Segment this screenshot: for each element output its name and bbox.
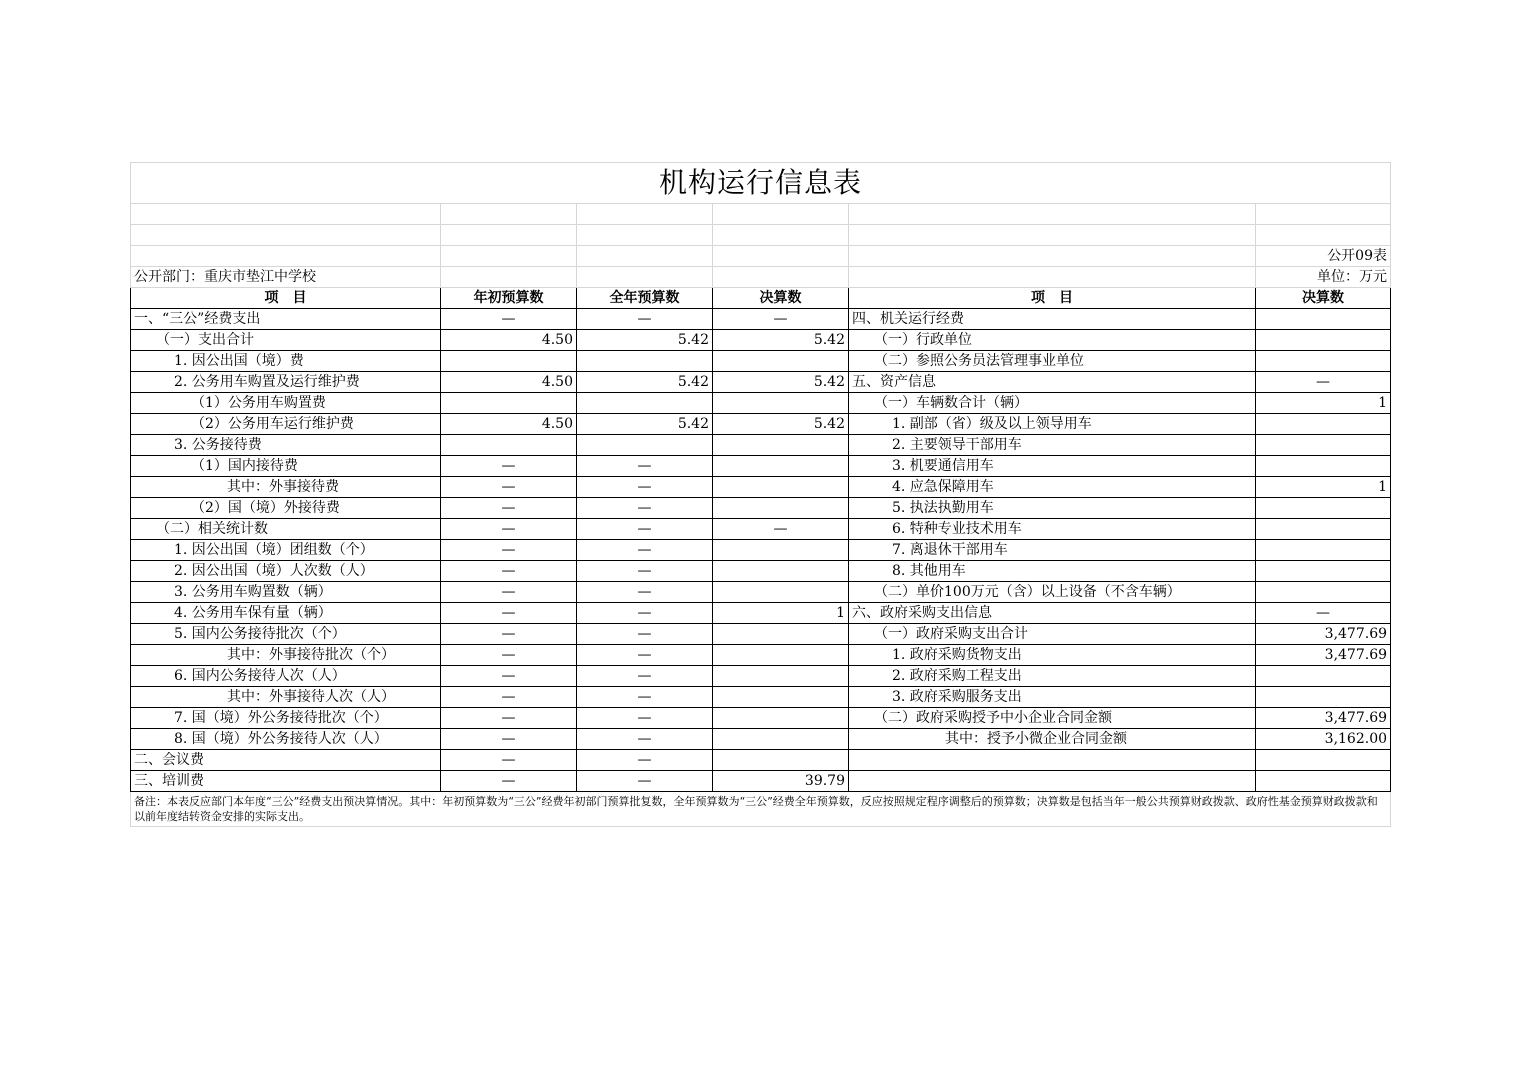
final-cell: — bbox=[713, 309, 849, 330]
table-row bbox=[131, 393, 1391, 414]
left-item-label: 6. 国内公务接待人次（人） bbox=[131, 666, 441, 687]
header-row bbox=[131, 288, 1391, 309]
initial-budget-cell: — bbox=[441, 456, 577, 477]
final-cell bbox=[713, 456, 849, 477]
table-row bbox=[131, 519, 1391, 540]
initial-budget-cell: — bbox=[441, 582, 577, 603]
full-budget-cell: — bbox=[577, 666, 713, 687]
right-final-cell bbox=[1256, 309, 1391, 330]
table-number: 公开09表 bbox=[1256, 246, 1391, 267]
right-item-label: （一）车辆数合计（辆） bbox=[849, 393, 1256, 414]
final-cell bbox=[713, 687, 849, 708]
table-row bbox=[131, 330, 1391, 351]
left-item-label: 其中：外事接待批次（个） bbox=[131, 645, 441, 666]
right-final-cell: 3,162.00 bbox=[1256, 729, 1391, 750]
table-row bbox=[131, 750, 1391, 771]
initial-budget-cell: — bbox=[441, 519, 577, 540]
full-budget-cell: — bbox=[577, 456, 713, 477]
header-initial-budget: 年初预算数 bbox=[441, 288, 577, 309]
right-item-label: 2. 政府采购工程支出 bbox=[849, 666, 1256, 687]
table-row bbox=[131, 309, 1391, 330]
final-cell bbox=[713, 540, 849, 561]
right-final-cell bbox=[1256, 666, 1391, 687]
full-budget-cell: — bbox=[577, 477, 713, 498]
full-budget-cell bbox=[577, 435, 713, 456]
initial-budget-cell bbox=[441, 351, 577, 372]
table-row bbox=[131, 729, 1391, 750]
right-item-label: （二）政府采购授予中小企业合同金额 bbox=[849, 708, 1256, 729]
right-item-label: （一）政府采购支出合计 bbox=[849, 624, 1256, 645]
table-row bbox=[131, 498, 1391, 519]
initial-budget-cell: — bbox=[441, 645, 577, 666]
left-item-label: 其中：外事接待费 bbox=[131, 477, 441, 498]
right-final-cell bbox=[1256, 456, 1391, 477]
left-item-label: 2. 公务用车购置及运行维护费 bbox=[131, 372, 441, 393]
left-item-label: 一、“三公”经费支出 bbox=[131, 309, 441, 330]
initial-budget-cell: 4.50 bbox=[441, 372, 577, 393]
right-final-cell bbox=[1256, 561, 1391, 582]
full-budget-cell: — bbox=[577, 624, 713, 645]
initial-budget-cell: — bbox=[441, 666, 577, 687]
left-item-label: （一）支出合计 bbox=[131, 330, 441, 351]
right-final-cell bbox=[1256, 750, 1391, 771]
table-row bbox=[131, 477, 1391, 498]
left-item-label: 7. 国（境）外公务接待批次（个） bbox=[131, 708, 441, 729]
table-row bbox=[131, 372, 1391, 393]
left-item-label: （2）国（境）外接待费 bbox=[131, 498, 441, 519]
final-cell: 1 bbox=[713, 603, 849, 624]
final-cell bbox=[713, 498, 849, 519]
right-final-cell: 1 bbox=[1256, 393, 1391, 414]
budget-sheet bbox=[130, 162, 1390, 827]
right-item-label: 3. 政府采购服务支出 bbox=[849, 687, 1256, 708]
left-item-label: 4. 公务用车保有量（辆） bbox=[131, 603, 441, 624]
table-row bbox=[131, 624, 1391, 645]
table-row bbox=[131, 603, 1391, 624]
right-final-cell bbox=[1256, 414, 1391, 435]
final-cell bbox=[713, 750, 849, 771]
right-item-label: 5. 执法执勤用车 bbox=[849, 498, 1256, 519]
right-item-label: 1. 政府采购货物支出 bbox=[849, 645, 1256, 666]
final-cell bbox=[713, 645, 849, 666]
initial-budget-cell: — bbox=[441, 498, 577, 519]
initial-budget-cell: — bbox=[441, 750, 577, 771]
institution-operation-table bbox=[130, 162, 1391, 827]
table-row bbox=[131, 708, 1391, 729]
table-row bbox=[131, 540, 1391, 561]
final-cell bbox=[713, 561, 849, 582]
left-item-label: 二、会议费 bbox=[131, 750, 441, 771]
right-final-cell: — bbox=[1256, 603, 1391, 624]
initial-budget-cell: 4.50 bbox=[441, 414, 577, 435]
initial-budget-cell: — bbox=[441, 624, 577, 645]
initial-budget-cell: — bbox=[441, 540, 577, 561]
initial-budget-cell bbox=[441, 435, 577, 456]
initial-budget-cell: — bbox=[441, 309, 577, 330]
final-cell bbox=[713, 708, 849, 729]
full-budget-cell: — bbox=[577, 309, 713, 330]
right-item-label: 4. 应急保障用车 bbox=[849, 477, 1256, 498]
final-cell bbox=[713, 666, 849, 687]
right-final-cell bbox=[1256, 351, 1391, 372]
full-budget-cell: — bbox=[577, 645, 713, 666]
right-item-label: 7. 离退休干部用车 bbox=[849, 540, 1256, 561]
left-item-label: 1. 因公出国（境）团组数（个） bbox=[131, 540, 441, 561]
right-item-label: 8. 其他用车 bbox=[849, 561, 1256, 582]
table-row bbox=[131, 435, 1391, 456]
left-item-label: 其中：外事接待人次（人） bbox=[131, 687, 441, 708]
right-item-label: 2. 主要领导干部用车 bbox=[849, 435, 1256, 456]
initial-budget-cell: — bbox=[441, 729, 577, 750]
final-cell bbox=[713, 351, 849, 372]
blank-row bbox=[131, 225, 1391, 246]
right-item-label bbox=[849, 771, 1256, 792]
final-cell bbox=[713, 477, 849, 498]
left-item-label: （1）公务用车购置费 bbox=[131, 393, 441, 414]
left-item-label: 8. 国（境）外公务接待人次（人） bbox=[131, 729, 441, 750]
initial-budget-cell bbox=[441, 393, 577, 414]
department-label: 公开部门：重庆市垫江中学校 bbox=[131, 267, 441, 288]
initial-budget-cell: — bbox=[441, 708, 577, 729]
initial-budget-cell: — bbox=[441, 687, 577, 708]
right-final-cell bbox=[1256, 330, 1391, 351]
initial-budget-cell: — bbox=[441, 477, 577, 498]
right-final-cell bbox=[1256, 582, 1391, 603]
right-final-cell: 3,477.69 bbox=[1256, 708, 1391, 729]
table-row bbox=[131, 351, 1391, 372]
initial-budget-cell: — bbox=[441, 561, 577, 582]
final-cell bbox=[713, 393, 849, 414]
right-final-cell bbox=[1256, 435, 1391, 456]
sheet-title: 机构运行信息表 bbox=[131, 163, 1391, 204]
right-item-label: 四、机关运行经费 bbox=[849, 309, 1256, 330]
header-final-right: 决算数 bbox=[1256, 288, 1391, 309]
right-item-label: （二）参照公务员法管理事业单位 bbox=[849, 351, 1256, 372]
blank-row bbox=[131, 204, 1391, 225]
right-item-label: 五、资产信息 bbox=[849, 372, 1256, 393]
right-final-cell: — bbox=[1256, 372, 1391, 393]
right-item-label: 六、政府采购支出信息 bbox=[849, 603, 1256, 624]
full-budget-cell: 5.42 bbox=[577, 330, 713, 351]
final-cell: — bbox=[713, 519, 849, 540]
right-final-cell: 3,477.69 bbox=[1256, 624, 1391, 645]
right-final-cell: 3,477.69 bbox=[1256, 645, 1391, 666]
full-budget-cell: — bbox=[577, 771, 713, 792]
right-final-cell: 1 bbox=[1256, 477, 1391, 498]
full-budget-cell: — bbox=[577, 729, 713, 750]
right-item-label: （一）行政单位 bbox=[849, 330, 1256, 351]
final-cell: 5.42 bbox=[713, 372, 849, 393]
full-budget-cell: — bbox=[577, 519, 713, 540]
full-budget-cell bbox=[577, 351, 713, 372]
footnote: 备注：本表反应部门本年度“三公”经费支出预决算情况。其中：年初预算数为“三公”经费年初部门预算批复数，全年预算数为“三公”经费全年预算数，反应按照规定程序调整后的预算数；决算数是包括当年一般公共预算财政拨款、政府性基金预算财政拨款和以前年度结转资金安排的实际支出。 bbox=[131, 792, 1391, 827]
left-item-label: 3. 公务接待费 bbox=[131, 435, 441, 456]
final-cell bbox=[713, 729, 849, 750]
full-budget-cell: — bbox=[577, 582, 713, 603]
right-item-label: 1. 副部（省）级及以上领导用车 bbox=[849, 414, 1256, 435]
right-final-cell bbox=[1256, 687, 1391, 708]
final-cell bbox=[713, 435, 849, 456]
left-item-label: 3. 公务用车购置数（辆） bbox=[131, 582, 441, 603]
unit-label: 单位：万元 bbox=[1256, 267, 1391, 288]
full-budget-cell: 5.42 bbox=[577, 414, 713, 435]
right-item-label bbox=[849, 750, 1256, 771]
full-budget-cell: — bbox=[577, 750, 713, 771]
header-item-right: 项 目 bbox=[849, 288, 1256, 309]
full-budget-cell: — bbox=[577, 687, 713, 708]
left-item-label: （1）国内接待费 bbox=[131, 456, 441, 477]
left-item-label: 2. 因公出国（境）人次数（人） bbox=[131, 561, 441, 582]
table-row bbox=[131, 666, 1391, 687]
left-item-label: 三、培训费 bbox=[131, 771, 441, 792]
table-row bbox=[131, 414, 1391, 435]
full-budget-cell: 5.42 bbox=[577, 372, 713, 393]
full-budget-cell: — bbox=[577, 540, 713, 561]
left-item-label: 1. 因公出国（境）费 bbox=[131, 351, 441, 372]
right-item-label: 其中：授予小微企业合同金额 bbox=[849, 729, 1256, 750]
right-item-label: （二）单价100万元（含）以上设备（不含车辆） bbox=[849, 582, 1256, 603]
right-final-cell bbox=[1256, 771, 1391, 792]
initial-budget-cell: — bbox=[441, 771, 577, 792]
table-row bbox=[131, 645, 1391, 666]
left-item-label: （2）公务用车运行维护费 bbox=[131, 414, 441, 435]
full-budget-cell bbox=[577, 393, 713, 414]
final-cell: 5.42 bbox=[713, 330, 849, 351]
table-row bbox=[131, 687, 1391, 708]
final-cell: 39.79 bbox=[713, 771, 849, 792]
full-budget-cell: — bbox=[577, 603, 713, 624]
header-full-budget: 全年预算数 bbox=[577, 288, 713, 309]
right-final-cell bbox=[1256, 519, 1391, 540]
initial-budget-cell: 4.50 bbox=[441, 330, 577, 351]
full-budget-cell: — bbox=[577, 498, 713, 519]
full-budget-cell: — bbox=[577, 708, 713, 729]
final-cell bbox=[713, 582, 849, 603]
table-row bbox=[131, 771, 1391, 792]
note-row bbox=[131, 792, 1391, 827]
table-row bbox=[131, 561, 1391, 582]
right-item-label: 6. 特种专业技术用车 bbox=[849, 519, 1256, 540]
right-final-cell bbox=[1256, 498, 1391, 519]
table-row bbox=[131, 456, 1391, 477]
final-cell bbox=[713, 624, 849, 645]
initial-budget-cell: — bbox=[441, 603, 577, 624]
right-final-cell bbox=[1256, 540, 1391, 561]
header-item: 项 目 bbox=[131, 288, 441, 309]
right-item-label: 3. 机要通信用车 bbox=[849, 456, 1256, 477]
left-item-label: （二）相关统计数 bbox=[131, 519, 441, 540]
final-cell: 5.42 bbox=[713, 414, 849, 435]
full-budget-cell: — bbox=[577, 561, 713, 582]
table-row bbox=[131, 582, 1391, 603]
header-final: 决算数 bbox=[713, 288, 849, 309]
left-item-label: 5. 国内公务接待批次（个） bbox=[131, 624, 441, 645]
